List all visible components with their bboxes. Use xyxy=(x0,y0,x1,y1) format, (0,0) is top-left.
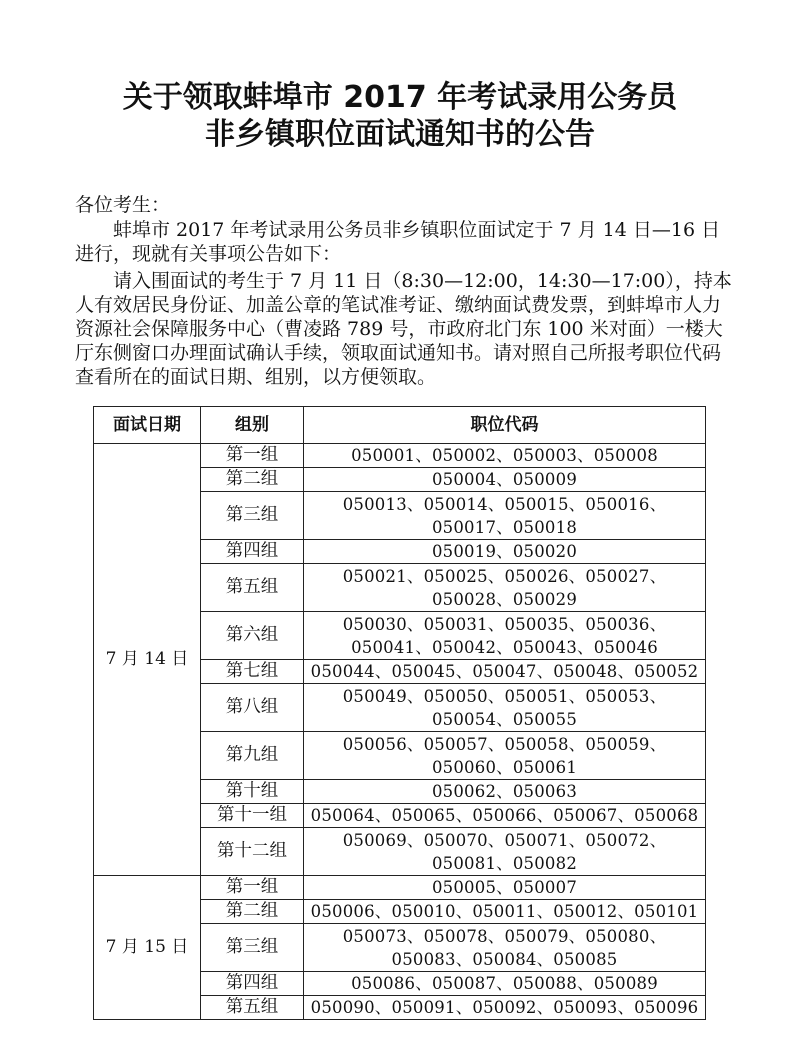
position-codes-cell: 050090、050091、050092、050093、050096 xyxy=(304,996,706,1020)
group-cell: 第三组 xyxy=(201,492,304,540)
group-cell: 第三组 xyxy=(201,924,304,972)
group-cell: 第十组 xyxy=(201,780,304,804)
group-cell: 第四组 xyxy=(201,972,304,996)
greeting: 各位考生： xyxy=(75,194,171,216)
position-codes-cell: 050006、050010、050011、050012、050101 xyxy=(304,900,706,924)
group-cell: 第十一组 xyxy=(201,804,304,828)
position-codes-cell: 050056、050057、050058、050059、050060、050061 xyxy=(304,732,706,780)
table-header-row xyxy=(94,407,706,444)
position-codes-cell: 050005、050007 xyxy=(304,876,706,900)
group-cell: 第四组 xyxy=(201,540,304,564)
table-row xyxy=(94,876,706,900)
interview-date-cell: 7 月 15 日 xyxy=(94,876,201,1020)
position-codes-cell: 050001、050002、050003、050008 xyxy=(304,444,706,468)
group-cell: 第一组 xyxy=(201,876,304,900)
group-cell: 第五组 xyxy=(201,564,304,612)
group-cell: 第一组 xyxy=(201,444,304,468)
table-row xyxy=(94,444,706,468)
group-cell: 第六组 xyxy=(201,612,304,660)
group-cell: 第二组 xyxy=(201,900,304,924)
paragraph-intro: 蚌埠市 2017 年考试录用公务员非乡镇职位面试定于 7 月 14 日—16 日进行，现就有关事项公告如下： xyxy=(75,219,721,265)
position-codes-cell: 050086、050087、050088、050089 xyxy=(304,972,706,996)
interview-date-cell: 7 月 14 日 xyxy=(94,444,201,876)
position-codes-cell: 050019、050020 xyxy=(304,540,706,564)
group-cell: 第十二组 xyxy=(201,828,304,876)
group-cell: 第九组 xyxy=(201,732,304,780)
position-codes-cell: 050044、050045、050047、050048、050052 xyxy=(304,660,706,684)
header-codes: 职位代码 xyxy=(304,407,706,444)
group-cell: 第五组 xyxy=(201,996,304,1020)
group-cell: 第八组 xyxy=(201,684,304,732)
header-date: 面试日期 xyxy=(94,407,201,444)
position-codes-cell: 050073、050078、050079、050080、050083、050084、050085 xyxy=(304,924,706,972)
header-group: 组别 xyxy=(201,407,304,444)
position-codes-cell: 050062、050063 xyxy=(304,780,706,804)
notice-title-line1: 关于领取蚌埠市 2017 年考试录用公务员 xyxy=(122,80,678,115)
notice-title-line2: 非乡镇职位面试通知书的公告 xyxy=(205,117,595,152)
position-codes-cell: 050004、050009 xyxy=(304,468,706,492)
position-codes-cell: 050064、050065、050066、050067、050068 xyxy=(304,804,706,828)
position-codes-cell: 050030、050031、050035、050036、050041、050042、050043、050046 xyxy=(304,612,706,660)
position-codes-cell: 050013、050014、050015、050016、050017、050018 xyxy=(304,492,706,540)
paragraph-instructions: 请入围面试的考生于 7 月 11 日（8:30—12:00，14:30—17:00），持本人有效居民身份证、加盖公章的笔试准考证、缴纳面试费发票，到蚌埠市人力资源社会保障服务中心（曹凌路 789 号，市政府北门东 100 米对面）一楼大厅东侧窗口办理面试确认手续，领取面试通知书。请对照自己所报考职位代码查看所在的面试日期、组别，以方便领取。 xyxy=(75,270,732,388)
position-codes-cell: 050049、050050、050051、050053、050054、050055 xyxy=(304,684,706,732)
interview-schedule-table xyxy=(93,406,706,1020)
group-cell: 第七组 xyxy=(201,660,304,684)
group-cell: 第二组 xyxy=(201,468,304,492)
position-codes-cell: 050069、050070、050071、050072、050081、050082 xyxy=(304,828,706,876)
position-codes-cell: 050021、050025、050026、050027、050028、050029 xyxy=(304,564,706,612)
